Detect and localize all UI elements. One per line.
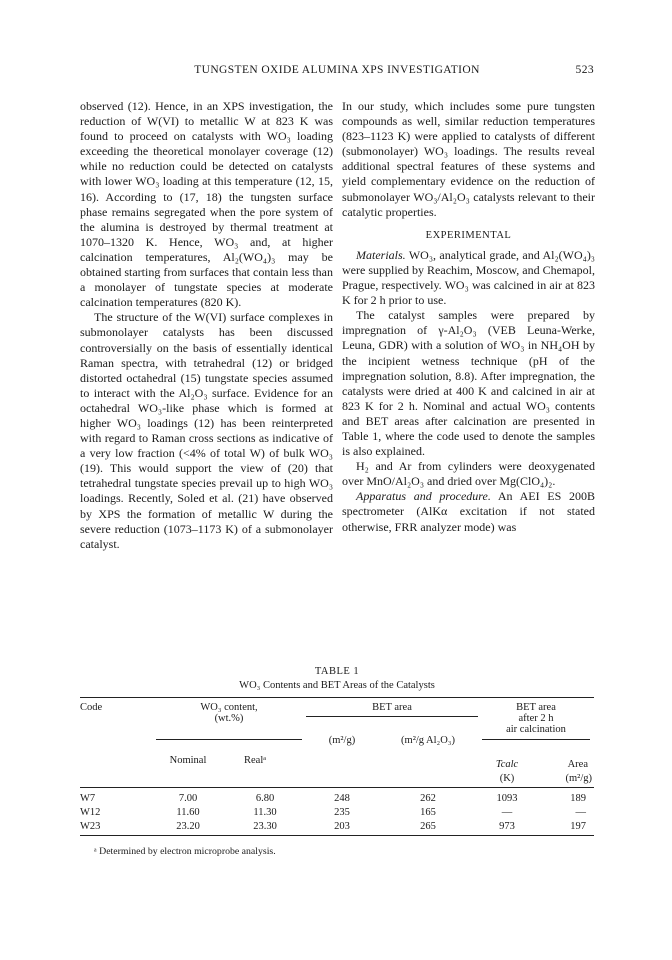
cell-nominal: 11.60 (176, 807, 200, 818)
paragraph-text: An AEI ES 200B spectrometer (AlKα excitation if not stated otherwise, FRR analyzer mode) was (342, 489, 595, 534)
cell-code: W7 (80, 793, 96, 804)
header-text: after 2 h (518, 713, 554, 724)
cell-bet-al2o3: 262 (420, 793, 436, 804)
paragraph: H₂ and Ar from cylinders were deoxygenated over MnO/Al₂O₃ and dried over Mg(ClO₄)₂. (342, 459, 595, 489)
col-header-nominal: Nominal (169, 755, 207, 766)
cell-nominal: 7.00 (178, 793, 198, 804)
cell-tcalc: — (501, 807, 513, 818)
cell-bet: 203 (334, 821, 350, 832)
table-caption: WO₃ Contents and BET Areas of the Catalysts (239, 680, 435, 691)
cell-tcalc: 1093 (496, 793, 518, 804)
col-header-bet-after (478, 698, 594, 736)
header-text: air calcination (506, 724, 566, 735)
paragraph-materials (342, 248, 595, 308)
col-header-m2g: (m²/g) (328, 735, 356, 746)
table-row (80, 793, 594, 807)
cell-real: 11.30 (253, 807, 277, 818)
header-unit: (wt.%) (214, 713, 244, 724)
cell-area: 189 (570, 793, 586, 804)
right-column (342, 99, 595, 535)
running-head-title: TUNGSTEN OXIDE ALUMINA XPS INVESTIGATION (194, 64, 480, 76)
page-number: 523 (575, 64, 594, 76)
cell-real: 23.30 (253, 821, 277, 832)
cell-tcalc: 973 (499, 821, 515, 832)
col-header-area: Area (567, 759, 588, 770)
col-header-wo3 (152, 698, 306, 736)
run-in-heading: Materials. (356, 247, 406, 262)
run-in-heading: Apparatus and procedure. (356, 489, 491, 504)
table-row (80, 821, 594, 836)
cell-bet: 248 (334, 793, 350, 804)
cell-area: 197 (570, 821, 586, 832)
cell-code: W23 (80, 821, 101, 832)
table-label: TABLE 1 (314, 666, 360, 677)
cell-area: — (575, 807, 586, 818)
cell-bet: 235 (334, 807, 350, 818)
paragraph: In our study, which includes some pure tungsten compounds as well, similar reduction temperatures (823–1123 K) were applied to catalysts of different (submonolayer) WO₃ loadings. The results reveal additional spectral features of these systems and yield complementary evidence on the reduction of submonolayer WO₃/Al₂O₃ catalysts relevant to their catalytic properties. (342, 99, 595, 219)
header-text: BET area (516, 702, 556, 713)
paragraph: observed (12). Hence, in an XPS investigation, the reduction of W(VI) to metallic W at 823 K was found to proceed on catalysts with WO₃ loading exceeding the theoretical monolayer coverage (12) while no reduction could be detected on catalysts with lower WO₃ loading at this temperature (12, 15, 16). According to (17, 18) the tungsten surface phase remains segregated when the pore system of the alumina is destroyed by thermal treatment at 1070–1320 K. Hence, WO₃ and, at higher calcination temperatures, Al₂(WO₄)₃ may be obtained starting from surfaces that contain less than a monolayer of tungstate species at moderate calcination temperatures (820 K). (80, 99, 333, 310)
paragraph: The structure of the W(VI) surface complexes in submonolayer catalysts has been discussed controversially on the basis of essentially identical Raman spectra, with tetrahedral (12) or bridged distorted octahedral (15) tungstate species assumed to interact with the Al₂O₃ surface. Evidence for an octahedral WO₃-like phase which is formed at higher WO₃ loadings (12) has been reinterpreted with regard to Raman cross sections as indicative of a very low fraction (<4% of total W) of bulk WO₃ (19). This would support the view of (20) that tetrahedral tungstate species prevail up to high WO₃ loadings. Recently, Soled et al. (21) have observed by XPS the formation of metallic W during the severe reduction (1073–1173 K) of a submonolayer catalyst. (80, 310, 333, 551)
paragraph-text: WO₃, analytical grade, and Al₂(WO₄)₃ were supplied by Reachim, Moscow, and Chemapol, Prague, respectively. WO₃ was calcined in air at 823 K for 2 h prior to use. (342, 247, 595, 308)
cell-nominal: 23.20 (176, 821, 200, 832)
table-1 (80, 666, 594, 857)
paragraph-apparatus (342, 489, 595, 534)
cell-bet-al2o3: 265 (420, 821, 436, 832)
left-column (80, 99, 333, 552)
col-header-tcalc-unit: (K) (499, 773, 515, 784)
cell-code: W12 (80, 807, 101, 818)
col-header-code: Code (80, 702, 103, 713)
data-table (80, 697, 594, 838)
col-header-tcalc: Tcalc (495, 759, 519, 770)
col-header-real: Realᵃ (244, 755, 267, 766)
paragraph: The catalyst samples were prepared by impregnation of γ-Al₂O₃ (VEB Leuna-Werke, Leuna, GDR) with a solution of WO₃ in NH₄OH by the incipient wetness technique (pH of the impregnation solution, 8.8). After impregnation, the catalysts were dried at 400 K and calcined in air at 823 K for 2 h. Nominal and actual WO₃ contents and BET areas after calcination are presented in Table 1, where the code used to denote the samples is also explained. (342, 308, 595, 459)
running-head (80, 64, 594, 80)
col-header-area-unit: (m²/g) (565, 773, 592, 784)
col-header-m2g-al2o3: (m²/g Al₂O₃) (401, 735, 455, 746)
cell-real: 6.80 (255, 793, 275, 804)
header-text: BET area (372, 702, 412, 713)
table-footnote: ᵃ Determined by electron microprobe analysis. (94, 846, 276, 857)
col-header-bet (306, 698, 478, 736)
table-row (80, 807, 594, 821)
cell-bet-al2o3: 165 (420, 807, 436, 818)
header-text: WO₃ content, (200, 702, 258, 713)
section-heading: EXPERIMENTAL (425, 229, 512, 241)
